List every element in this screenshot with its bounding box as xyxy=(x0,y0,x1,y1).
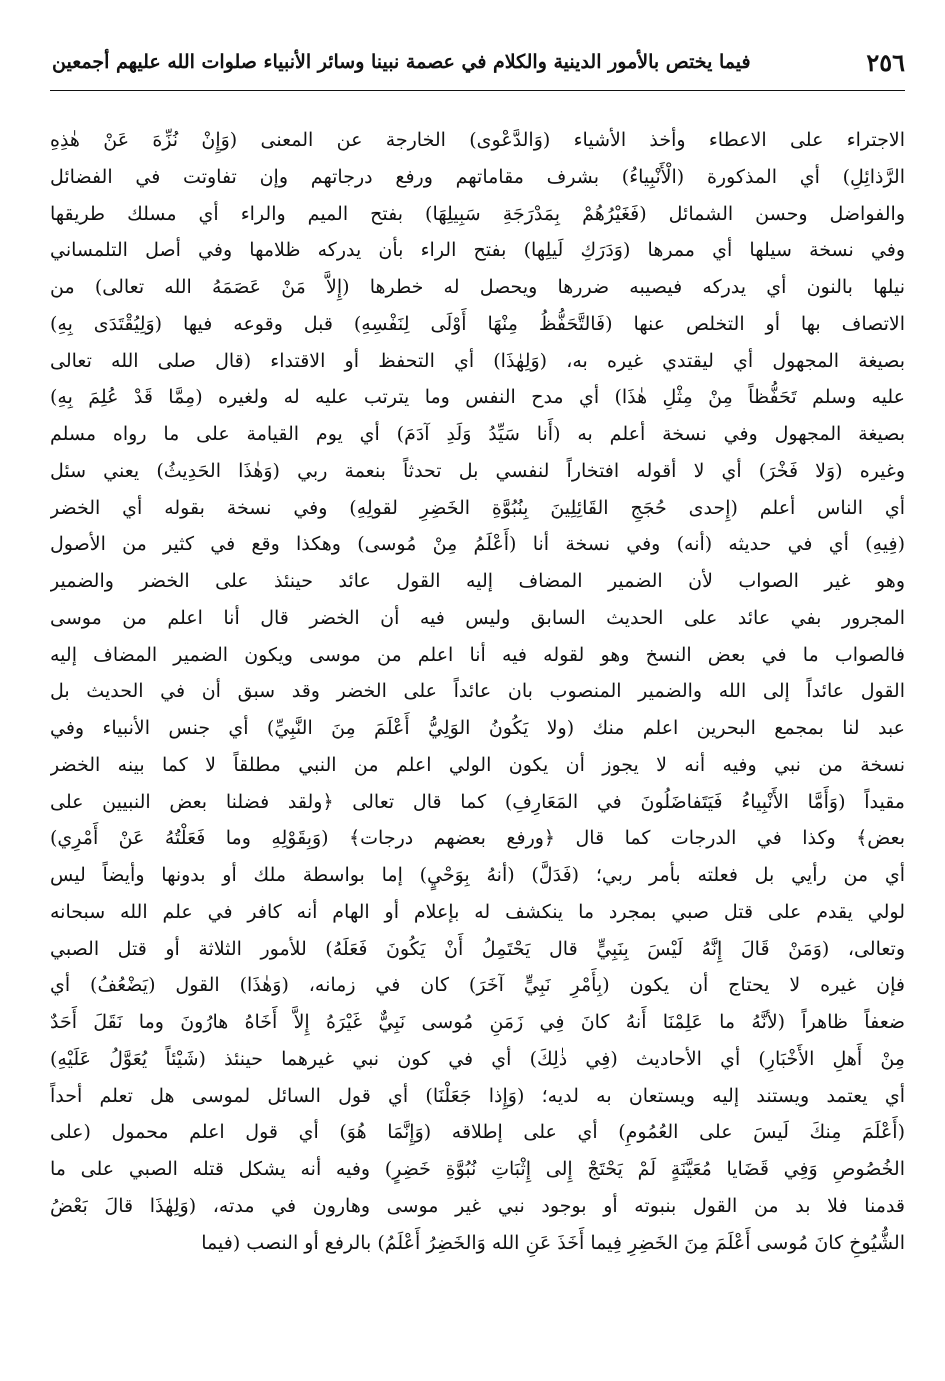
text-line: بصيغة المجهول وفي نسخة أعلم به (أَنا سَيِّدُ وَلَدِ آدَمَ) أي يوم القيامة على ما رواه مسلم xyxy=(50,423,905,445)
text-line: الرَّذائِلِ) أي المذكورة (الْأَنْبِياءُ) بشرف مقاماتهم ورفع درجاتهم وإن تفاوتت في الفضائل xyxy=(50,165,905,188)
text-line: الخُصُوصِ وَفِي قَضَايا مُعَيَّنَةٍ لَمْ يَحْتَجْ إِلى إِثْبَاتِ نُبُوَّةِ خَضِرٍ) وفيه أنه يشكل قتله الصبي على ما xyxy=(50,1158,905,1180)
text-line: وتعالى، (وَمَنْ قَالَ إِنَّهُ لَيْسَ بِنَبِيٍّ قال يَحْتَمِلُ أَنْ يَكُونَ فَعَلَهُ) للأمور الثلاثة أو قتل الصبي xyxy=(50,937,905,960)
text-line: مقيداً (وَأَمَّا الأَنْبِياءُ فَيَتَفاضَلُونَ في المَعَارِفِ) كما قال تعالى ﴿ولقد فضلنا بعض النبيين على xyxy=(50,790,905,813)
text-line: لولي يقدم على قتل صبي بمجرد ما ينكشف له بإعلام أو الهام أنه كافر في علم الله سبحانه xyxy=(50,900,905,923)
text-line: المجرور بفي عائد على الحديث السابق وليس فيه أن الخضر قال أنا اعلم من موسى xyxy=(50,606,905,629)
text-line: القول عائداً إلى الله والضمير المنصوب بان عائداً على الخضر وقد سبق أن في الحديث بل xyxy=(50,680,905,703)
text-line: عليه وسلم تَحَفُّظاً مِنْ مِثْلِ هٰذَا) أي مدح النفس وما يترتب عليه له ولغيره (مِمَّا قَدْ عُلِمَ بِهِ) xyxy=(50,386,905,409)
text-line: الاجتراء على الاعطاء وأخذ الأشياء (وَالدَّعْوى) الخارجة عن المعنى (وَإِنْ نُزِّهَ عَنْ هٰذِهِ xyxy=(50,129,905,151)
page-header xyxy=(52,40,905,84)
text-line: مِنْ أَهلِ الأَخْبَارِ) أي الأحاديث (فِي ذٰلِكَ) أي في كون نبي غيرهما حينئذ (شَيْئاً يُعَوَّلُ عَلَيْهِ) xyxy=(50,1047,905,1070)
text-line: بصيغة المجهول أي ليقتدي غيره به، (وَلِهٰذَا) أي التحفظ أو الاقتداء (قال صلى الله تعالى xyxy=(50,349,905,372)
text-line: الشُّيُوخِ كانَ مُوسى أَعْلَمَ مِنَ الخَضِرِ فِيما أَخَذَ عَنِ الله وَالخَضِرُ أَعْلَمُ) بالرفع أو النصب (فيما xyxy=(201,1231,905,1254)
text-line: وغيره (وَلا فَخْرَ) أي لا أقوله افتخاراً لنفسي بل تحدثاً بنعمة ربي (وَهٰذَا الحَدِيثُ) يعني سئل xyxy=(50,459,905,482)
text-line: وهو غير الصواب لأن الضمير المضاف إليه القول عائد حينئذ على الخضر والضمير xyxy=(50,570,905,592)
text-line: الاتصاف بها أو التخلص عنها (فَالتَّحَفُّظُ مِنْهَا أَوْلَى لِنَفْسِهِ) قبل وقوعه فيها (وَلِيُقْتَدَى بِهِ) xyxy=(50,312,905,335)
text-line: عبد لنا بمجمع البحرين اعلم منك (ولا يَكُونُ الوَلِيُّ أَعْلَمَ مِنَ النَّبِيِّ) أي جنس الأنبياء وفي xyxy=(50,717,905,739)
text-line: والفواضل وحسن الشمائل (فَغَيْرُهُمْ بِمَدْرَجَةِ سَبِيلِهَا) بفتح الميم والراء أي مسلك طريقها xyxy=(50,202,905,225)
text-line: قدمنا فلا بد من القول بنبوته أو بوجود نبي غير موسى وهارون في مدته، (وَلِهٰذَا قالَ بَعْضُ xyxy=(50,1194,905,1217)
running-title: فيما يختص بالأمور الدينية والكلام في عصمة نبينا وسائر الأنبياء صلوات الله عليهم أجمعين xyxy=(52,51,751,73)
header-rule xyxy=(50,90,905,91)
text-line: وفي نسخة سيلها أي ممرها (وَدَرَكِ لَيلِها) بفتح الراء بأن يدركه ظلامها وفي أصل التلمساني xyxy=(50,239,905,262)
text-line: أي يعتمد ويستند إليه ويستعان به لديه؛ (وَإِذا جَعَلْنَا) أي قول السائل لموسى هل تعلم أحداً xyxy=(50,1084,905,1107)
text-line: أي الناس أعلم (إِحدى حُجَجِ القَائِلِينَ بِنُبُوَّةِ الخَضِرِ لقولِهِ) وفي نسخة بقوله أي الخضر xyxy=(50,496,905,519)
page-number: ٢٥٦ xyxy=(866,47,905,77)
text-line: ضعفاً ظاهراً (لأنَّهُ ما عَلِمْنَا أَنهُ كانَ فِي زَمَنِ مُوسى نَبِيٌّ غَيْرَهُ إِلاَّ أَخَاهُ هارُونَ وما نَقَلَ أَحَدٌ xyxy=(50,1011,905,1033)
text-line: فإن غيره لا يحتاج أن يكون (بِأَمْرِ نَبِيٍّ آخَرَ) كان في زمانه، (وَهٰذَا) القول (يَضْعُفُ) أي xyxy=(50,974,905,997)
text-line: نسخة من نبي وفيه أنه لا يجوز أن يكون الولي اعلم من النبي مطلقاً لا كما بينه الخضر xyxy=(50,753,905,776)
text-line: أي من رأيي بل فعلته بأمر ربي؛ (فَدَلَّ) (أنهُ بِوَحْيٍ) إما بواسطة ملك أو بدونها وأيضاً ليس xyxy=(50,864,905,886)
text-line: نيلها بالنون أي يدركه فيصيبه ضررها ويحصل له خطرها (إِلاَّ مَنْ عَصَمَهُ الله تعالى) من xyxy=(50,276,905,298)
body-text xyxy=(50,122,905,1261)
text-line: بعض﴾ وكذا في الدرجات كما قال ﴿ورفع بعضهم درجات﴾ (وَبِقَوْلِهِ وما فَعَلْتُهُ عَنْ أَمْرِي) xyxy=(50,827,905,850)
text-line: (فِيهِ) أي في حديثه (أنه) وفي نسخة أنا (أَعْلَمُ مِنْ مُوسى) وهكذا وقع في كثير من الأصول xyxy=(50,533,905,556)
text-line: (أَعْلَمَ مِنكَ لَيسَ على العُمُومِ) أي على إطلاقه (وَإِنَّمَا هُوَ) أي قول اعلم محمول (على xyxy=(50,1121,905,1144)
text-line: فالصواب ما في بعض النسخ وهو لقوله فيه أنا اعلم من موسى ويكون الضمير المضاف إليه xyxy=(50,643,905,666)
